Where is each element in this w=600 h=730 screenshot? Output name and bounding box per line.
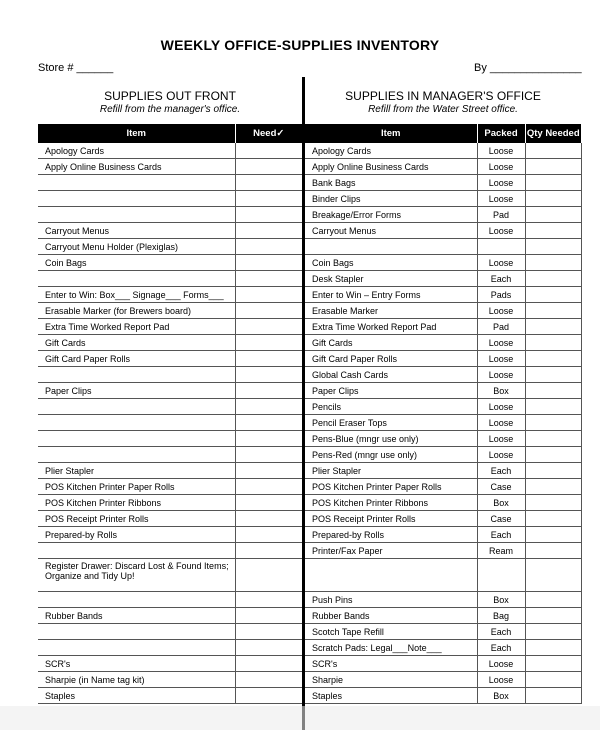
qty-needed-cell[interactable] [525, 223, 581, 239]
table-row [38, 656, 302, 672]
packed-cell [477, 239, 525, 255]
qty-needed-cell[interactable] [525, 319, 581, 335]
table-row [38, 447, 302, 463]
qty-needed-cell[interactable] [525, 495, 581, 511]
item-cell [38, 207, 235, 223]
table-row [305, 527, 581, 543]
qty-needed-cell[interactable] [525, 543, 581, 559]
table-header-row [38, 124, 302, 143]
item-cell: Carryout Menu Holder (Plexiglas) [38, 239, 235, 255]
table-row [305, 383, 581, 399]
packed-cell: Bag [477, 608, 525, 624]
item-cell: Apology Cards [305, 143, 477, 159]
item-cell: Plier Stapler [38, 463, 235, 479]
need-checkbox-cell[interactable] [235, 559, 302, 592]
qty-needed-cell[interactable] [525, 399, 581, 415]
item-cell: Bank Bags [305, 175, 477, 191]
item-cell: Coin Bags [38, 255, 235, 271]
table-row [38, 399, 302, 415]
item-cell [38, 175, 235, 191]
qty-needed-cell[interactable] [525, 672, 581, 688]
qty-needed-cell[interactable] [525, 640, 581, 656]
item-cell: Enter to Win: Box___ Signage___ Forms___ [38, 287, 235, 303]
item-cell: Sharpie (in Name tag kit) [38, 672, 235, 688]
table-row [38, 319, 302, 335]
packed-cell: Loose [477, 351, 525, 367]
need-checkbox-cell[interactable] [235, 624, 302, 640]
table-row [38, 527, 302, 543]
item-cell: POS Receipt Printer Rolls [305, 511, 477, 527]
item-cell: Coin Bags [305, 255, 477, 271]
qty-needed-cell[interactable] [525, 143, 581, 159]
qty-needed-cell[interactable] [525, 175, 581, 191]
table-row [305, 319, 581, 335]
packed-cell [477, 559, 525, 592]
need-checkbox-cell[interactable] [235, 688, 302, 704]
item-cell [38, 271, 235, 287]
qty-needed-cell[interactable] [525, 608, 581, 624]
item-cell: Staples [38, 688, 235, 704]
item-cell: Paper Clips [38, 383, 235, 399]
item-cell: POS Receipt Printer Rolls [38, 511, 235, 527]
item-cell: Push Pins [305, 592, 477, 608]
column-header-need: Need✓ [235, 124, 302, 143]
need-checkbox-cell[interactable] [235, 191, 302, 207]
table-row [305, 640, 581, 656]
packed-cell: Box [477, 688, 525, 704]
table-row [38, 543, 302, 559]
packed-cell: Box [477, 383, 525, 399]
table-row [305, 415, 581, 431]
item-cell: Pens-Blue (mngr use only) [305, 431, 477, 447]
table-row [305, 207, 581, 223]
item-cell: Erasable Marker [305, 303, 477, 319]
need-checkbox-cell[interactable] [235, 159, 302, 175]
item-cell: Apply Online Business Cards [38, 159, 235, 175]
packed-cell: Ream [477, 543, 525, 559]
item-cell [38, 543, 235, 559]
item-cell: Extra Time Worked Report Pad [38, 319, 235, 335]
qty-needed-cell[interactable] [525, 688, 581, 704]
table-row [38, 159, 302, 175]
item-cell: Gift Cards [38, 335, 235, 351]
table-row [38, 624, 302, 640]
table-row [38, 351, 302, 367]
packed-cell: Pads [477, 287, 525, 303]
item-cell [305, 559, 477, 592]
table-row [305, 351, 581, 367]
need-checkbox-cell[interactable] [235, 415, 302, 431]
item-cell [38, 191, 235, 207]
table-row [305, 239, 581, 255]
packed-cell: Each [477, 271, 525, 287]
need-checkbox-cell[interactable] [235, 303, 302, 319]
qty-needed-cell[interactable] [525, 159, 581, 175]
need-checkbox-cell[interactable] [235, 640, 302, 656]
table-row [305, 255, 581, 271]
qty-needed-cell[interactable] [525, 383, 581, 399]
table-row [305, 447, 581, 463]
table-row [38, 463, 302, 479]
item-cell: Carryout Menus [305, 223, 477, 239]
table-row [38, 608, 302, 624]
packed-cell: Loose [477, 672, 525, 688]
qty-needed-cell[interactable] [525, 255, 581, 271]
qty-needed-cell[interactable] [525, 624, 581, 640]
item-cell: Staples [305, 688, 477, 704]
packed-cell: Each [477, 463, 525, 479]
packed-cell: Loose [477, 303, 525, 319]
item-cell [305, 239, 477, 255]
column-header-item: Item [305, 124, 477, 143]
qty-needed-cell[interactable] [525, 447, 581, 463]
item-cell: Printer/Fax Paper [305, 543, 477, 559]
need-checkbox-cell[interactable] [235, 239, 302, 255]
qty-needed-cell[interactable] [525, 367, 581, 383]
need-checkbox-cell[interactable] [235, 351, 302, 367]
table-row [38, 223, 302, 239]
column-header-packed: Packed [477, 124, 525, 143]
item-cell: Scotch Tape Refill [305, 624, 477, 640]
need-checkbox-cell[interactable] [235, 608, 302, 624]
front-supplies-table [38, 124, 302, 704]
packed-cell: Loose [477, 415, 525, 431]
table-row [38, 415, 302, 431]
packed-cell: Loose [477, 191, 525, 207]
table-row [38, 335, 302, 351]
item-cell: Extra Time Worked Report Pad [305, 319, 477, 335]
table-row [305, 191, 581, 207]
qty-needed-cell[interactable] [525, 559, 581, 592]
item-cell: Prepared-by Rolls [38, 527, 235, 543]
item-cell: Plier Stapler [305, 463, 477, 479]
office-supplies-table [305, 124, 582, 704]
table-row [38, 559, 302, 592]
column-header-qty-needed: Qty Needed [525, 124, 581, 143]
column-header-item: Item [38, 124, 235, 143]
packed-cell: Loose [477, 335, 525, 351]
table-row [38, 431, 302, 447]
table-row [38, 207, 302, 223]
table-header-row [305, 124, 581, 143]
qty-needed-cell[interactable] [525, 656, 581, 672]
need-checkbox-cell[interactable] [235, 383, 302, 399]
table-row [38, 287, 302, 303]
qty-needed-cell[interactable] [525, 287, 581, 303]
item-cell: Gift Cards [305, 335, 477, 351]
packed-cell: Case [477, 511, 525, 527]
right-section-subheading: Refill from the Water Street office. [368, 104, 518, 115]
item-cell: Binder Clips [305, 191, 477, 207]
table-row [305, 143, 581, 159]
table-row [305, 287, 581, 303]
packed-cell: Loose [477, 447, 525, 463]
table-row [305, 335, 581, 351]
qty-needed-cell[interactable] [525, 303, 581, 319]
table-row [38, 255, 302, 271]
need-checkbox-cell[interactable] [235, 447, 302, 463]
need-checkbox-cell[interactable] [235, 223, 302, 239]
need-checkbox-cell[interactable] [235, 527, 302, 543]
table-row [305, 479, 581, 495]
table-row [305, 175, 581, 191]
table-row [305, 303, 581, 319]
packed-cell: Loose [477, 399, 525, 415]
table-row [305, 431, 581, 447]
item-cell: Rubber Bands [38, 608, 235, 624]
need-checkbox-cell[interactable] [235, 431, 302, 447]
need-checkbox-cell[interactable] [235, 319, 302, 335]
table-row [305, 543, 581, 559]
item-cell: Pens-Red (mngr use only) [305, 447, 477, 463]
need-checkbox-cell[interactable] [235, 592, 302, 608]
item-cell [38, 447, 235, 463]
item-cell [38, 367, 235, 383]
table-row [305, 511, 581, 527]
packed-cell: Loose [477, 159, 525, 175]
table-row [38, 367, 302, 383]
table-row [305, 688, 581, 704]
table-row [38, 592, 302, 608]
item-cell: Desk Stapler [305, 271, 477, 287]
item-cell [38, 399, 235, 415]
packed-cell: Case [477, 479, 525, 495]
need-checkbox-cell[interactable] [235, 672, 302, 688]
need-checkbox-cell[interactable] [235, 271, 302, 287]
item-cell: Enter to Win – Entry Forms [305, 287, 477, 303]
packed-cell: Loose [477, 223, 525, 239]
need-checkbox-cell[interactable] [235, 207, 302, 223]
qty-needed-cell[interactable] [525, 592, 581, 608]
packed-cell: Loose [477, 656, 525, 672]
by-field[interactable]: By _______________ [474, 62, 582, 74]
packed-cell: Loose [477, 367, 525, 383]
item-cell: Gift Card Paper Rolls [38, 351, 235, 367]
table-row [38, 640, 302, 656]
item-cell: Paper Clips [305, 383, 477, 399]
need-checkbox-cell[interactable] [235, 287, 302, 303]
item-cell: Apply Online Business Cards [305, 159, 477, 175]
item-cell [38, 640, 235, 656]
item-cell: Pencil Eraser Tops [305, 415, 477, 431]
packed-cell: Box [477, 592, 525, 608]
qty-needed-cell[interactable] [525, 351, 581, 367]
qty-needed-cell[interactable] [525, 511, 581, 527]
item-cell: Carryout Menus [38, 223, 235, 239]
right-section-heading: SUPPLIES IN MANAGER'S OFFICE [345, 89, 541, 103]
item-cell: POS Kitchen Printer Ribbons [305, 495, 477, 511]
table-row [305, 159, 581, 175]
item-cell: Prepared-by Rolls [305, 527, 477, 543]
item-cell: Gift Card Paper Rolls [305, 351, 477, 367]
table-row [38, 239, 302, 255]
item-cell: Global Cash Cards [305, 367, 477, 383]
packed-cell: Each [477, 624, 525, 640]
packed-cell: Loose [477, 255, 525, 271]
packed-cell: Each [477, 527, 525, 543]
need-checkbox-cell[interactable] [235, 543, 302, 559]
table-row [38, 688, 302, 704]
need-checkbox-cell[interactable] [235, 367, 302, 383]
need-checkbox-cell[interactable] [235, 399, 302, 415]
item-cell: Register Drawer: Discard Lost & Found Items; Organize and Tidy Up! [38, 559, 235, 592]
item-cell: SCR's [305, 656, 477, 672]
table-row [38, 479, 302, 495]
item-cell: Apology Cards [38, 143, 235, 159]
table-row [305, 367, 581, 383]
table-row [305, 559, 581, 592]
store-number-field[interactable]: Store # ______ [38, 62, 114, 74]
item-cell: Erasable Marker (for Brewers board) [38, 303, 235, 319]
qty-needed-cell[interactable] [525, 207, 581, 223]
need-checkbox-cell[interactable] [235, 175, 302, 191]
table-row [38, 383, 302, 399]
need-checkbox-cell[interactable] [235, 479, 302, 495]
qty-needed-cell[interactable] [525, 415, 581, 431]
item-cell [38, 431, 235, 447]
item-cell: Pencils [305, 399, 477, 415]
qty-needed-cell[interactable] [525, 527, 581, 543]
qty-needed-cell[interactable] [525, 479, 581, 495]
table-row [38, 303, 302, 319]
table-row [38, 143, 302, 159]
left-section-heading: SUPPLIES OUT FRONT [104, 89, 236, 103]
table-row [305, 592, 581, 608]
need-checkbox-cell[interactable] [235, 495, 302, 511]
table-row [305, 271, 581, 287]
table-row [38, 191, 302, 207]
need-checkbox-cell[interactable] [235, 511, 302, 527]
qty-needed-cell[interactable] [525, 463, 581, 479]
packed-cell: Pad [477, 319, 525, 335]
table-row [305, 495, 581, 511]
packed-cell: Loose [477, 431, 525, 447]
need-checkbox-cell[interactable] [235, 255, 302, 271]
qty-needed-cell[interactable] [525, 335, 581, 351]
page-title: WEEKLY OFFICE-SUPPLIES INVENTORY [160, 37, 440, 53]
item-cell: Sharpie [305, 672, 477, 688]
packed-cell: Each [477, 640, 525, 656]
item-cell [38, 624, 235, 640]
table-row [305, 463, 581, 479]
item-cell: POS Kitchen Printer Ribbons [38, 495, 235, 511]
table-row [38, 672, 302, 688]
need-checkbox-cell[interactable] [235, 656, 302, 672]
item-cell [38, 592, 235, 608]
table-row [305, 608, 581, 624]
table-row [38, 511, 302, 527]
item-cell [38, 415, 235, 431]
table-row [305, 624, 581, 640]
table-row [38, 495, 302, 511]
packed-cell: Loose [477, 143, 525, 159]
qty-needed-cell[interactable] [525, 191, 581, 207]
need-checkbox-cell[interactable] [235, 335, 302, 351]
need-checkbox-cell[interactable] [235, 143, 302, 159]
table-row [305, 223, 581, 239]
item-cell: SCR's [38, 656, 235, 672]
table-row [305, 656, 581, 672]
item-cell: POS Kitchen Printer Paper Rolls [305, 479, 477, 495]
need-checkbox-cell[interactable] [235, 463, 302, 479]
item-cell: Rubber Bands [305, 608, 477, 624]
table-row [38, 175, 302, 191]
item-cell: Breakage/Error Forms [305, 207, 477, 223]
packed-cell: Box [477, 495, 525, 511]
bottom-overlay [0, 706, 600, 730]
packed-cell: Pad [477, 207, 525, 223]
table-row [305, 399, 581, 415]
table-row [38, 271, 302, 287]
left-section-subheading: Refill from the manager's office. [99, 104, 241, 115]
qty-needed-cell[interactable] [525, 271, 581, 287]
item-cell: POS Kitchen Printer Paper Rolls [38, 479, 235, 495]
table-row [305, 672, 581, 688]
packed-cell: Loose [477, 175, 525, 191]
qty-needed-cell[interactable] [525, 239, 581, 255]
qty-needed-cell[interactable] [525, 431, 581, 447]
item-cell: Scratch Pads: Legal___Note___ [305, 640, 477, 656]
